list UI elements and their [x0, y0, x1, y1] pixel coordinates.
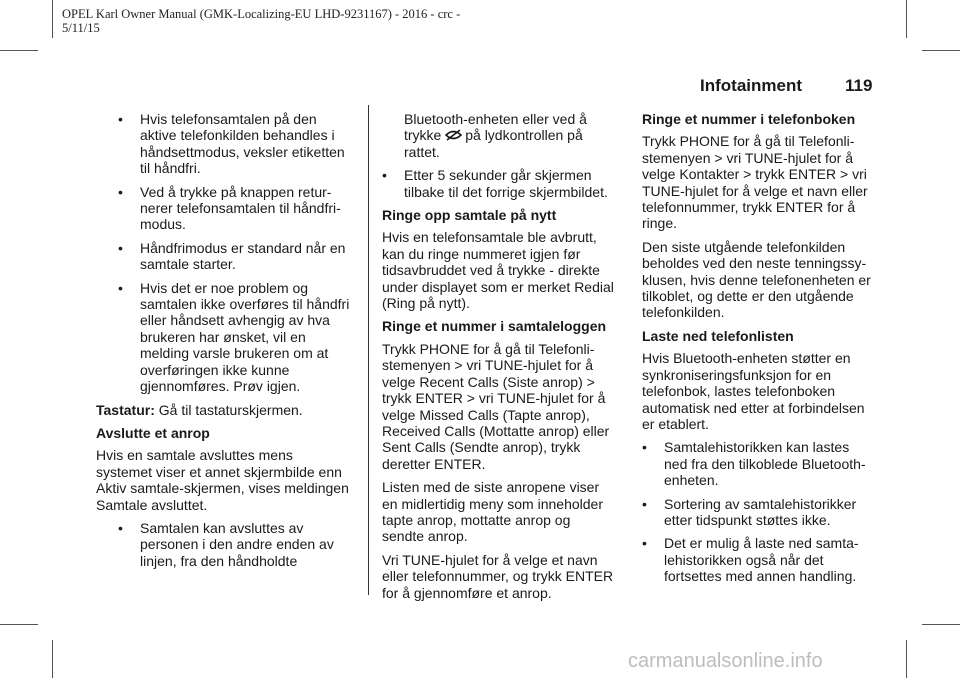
crop-mark: [906, 0, 907, 38]
bullet-glyph: •: [382, 167, 387, 184]
header-line-2: 5/11/15: [62, 21, 100, 35]
section-title: Infotainment: [700, 76, 802, 95]
page-number: 119: [845, 76, 873, 95]
list-item: • Hvis telefonsamtalen på den aktive telefonkilden behandles i håndsettmodus, veksler etiketten til håndfri.: [118, 111, 345, 177]
watermark-footer: carmanualsonline.info: [628, 650, 823, 672]
crop-mark: [906, 640, 907, 678]
avslutte-paragraph: Hvis en samtale avsluttes mens systemet viser et annet skjermbilde enn Aktiv samtale-skjermen, vises meldingen Samtale avsluttet.: [96, 447, 349, 513]
column-divider: [368, 105, 369, 595]
list-item: • Sortering av samtalehistorikker etter tidspunkt støttes ikke.: [642, 495, 857, 528]
siste-paragraph: Den siste utgående telefonkilden beholdes ved den neste tenningssyklusen, hvis denne telefonenheten er tilkoblet, og dette er den utgående telefonkilden.: [642, 238, 871, 321]
heading-laste-ned: Laste ned telefonlisten: [642, 327, 794, 344]
crop-mark: [52, 0, 53, 38]
telefonbok-paragraph: Trykk PHONE for å gå til Telefonlistemenyen > vri TUNE-hjulet for å velge Kontakter > trykk ENTER > vri TUNE-hjulet for å velge et navn eller telefonnummer, trykk ENTER for å ringe.: [642, 133, 868, 232]
vri-paragraph: Vri TUNE-hjulet for å velge et navn eller telefonnummer, og trykk ENTER for å gjennomføre et anrop.: [382, 551, 614, 601]
crop-mark: [52, 640, 53, 678]
heading-samtalelogg: Ringe et nummer i samtaleloggen: [382, 318, 607, 335]
crop-mark: [922, 50, 960, 51]
column-3: [642, 111, 874, 592]
crop-mark: [922, 624, 960, 625]
bullet-glyph: •: [118, 279, 123, 296]
tastatur-paragraph: Tastatur: Gå til tastaturskjermen.: [96, 401, 303, 418]
column-2: [382, 111, 614, 608]
list-item: • Det er mulig å laste ned samtalehistorikken også når det fortsettes med annen handling.: [642, 535, 859, 585]
crop-mark: [0, 50, 38, 51]
list-item: • Ved å trykke på knappen returnerer telefonsamtalen til håndfrimodus.: [118, 183, 341, 233]
bullet-glyph: •: [118, 111, 123, 127]
document-header: [62, 7, 460, 35]
logg-paragraph: Trykk PHONE for å gå til Telefonlistemenyen > vri TUNE-hjulet for å velge Recent Calls (Siste anrop) > trykk ENTER > vri TUNE-hjulet for å velge Missed Calls (Tapte anrop), Received Calls (Mottatte anrop) eller Sent Calls (Sendte anrop), trykk deretter ENTER.: [382, 340, 610, 472]
bullet-glyph: •: [118, 183, 123, 200]
bullet-glyph: •: [642, 535, 647, 552]
laste-paragraph: Hvis Bluetooth-enheten støtter en synkroniseringsfunksjon for en telefonbok, lastes telefonboken automatisk ned etter at forbindelsen er etablert.: [642, 350, 865, 432]
ringopp-paragraph: Hvis en telefonsamtale ble avbrutt, kan du ringe nummeret igjen før tidsavbruddet ved å trykke - direkte under displayet som er merket Redial (Ring på nytt).: [382, 229, 614, 312]
list-item: • Etter 5 sekunder går skjermen tilbake til det forrige skjermbildet.: [382, 167, 608, 200]
tastatur-label: Tastatur:: [96, 401, 155, 418]
list-item: • Håndfrimodus er standard når en samtale starter.: [118, 239, 346, 273]
bullet-glyph: •: [118, 239, 123, 256]
bullet-continuation: Bluetooth-enheten eller ved å trykke på lydkontrollen på rattet.: [404, 111, 587, 160]
bullet-glyph: •: [642, 495, 647, 512]
heading-telefonbok: Ringe et nummer i telefonboken: [642, 111, 856, 127]
list-item: • Samtalehistorikken kan lastes ned fra den tilkoblede Bluetooth-enheten.: [642, 439, 866, 489]
crop-mark: [0, 624, 38, 625]
list-item: • Samtalen kan avsluttes av personen i den andre enden av linjen, fra den håndholdte: [118, 519, 334, 569]
listen-paragraph: Listen med de siste anropene viser en midlertidig meny som inneholder tapte anrop, mottatte anrop og sendte anrop.: [382, 479, 603, 545]
bullet-glyph: •: [642, 439, 647, 456]
mute-icon: [445, 129, 462, 141]
heading-avslutte: Avslutte et anrop: [96, 424, 210, 441]
header-line-1: OPEL Karl Owner Manual (GMK-Localizing-EU LHD-9231167) - 2016 - crc -: [62, 7, 461, 21]
column-1: [96, 111, 350, 576]
heading-ringopp: Ringe opp samtale på nytt: [382, 207, 557, 224]
bullet-glyph: •: [118, 519, 123, 536]
list-item: • Hvis det er noe problem og samtalen ikke overføres til håndfri eller håndsett avhengig av hva brukeren har ønsket, vil en melding varsle brukeren om at overføringen ikke kunne gjennomføres. Prøv igjen.: [118, 279, 350, 395]
